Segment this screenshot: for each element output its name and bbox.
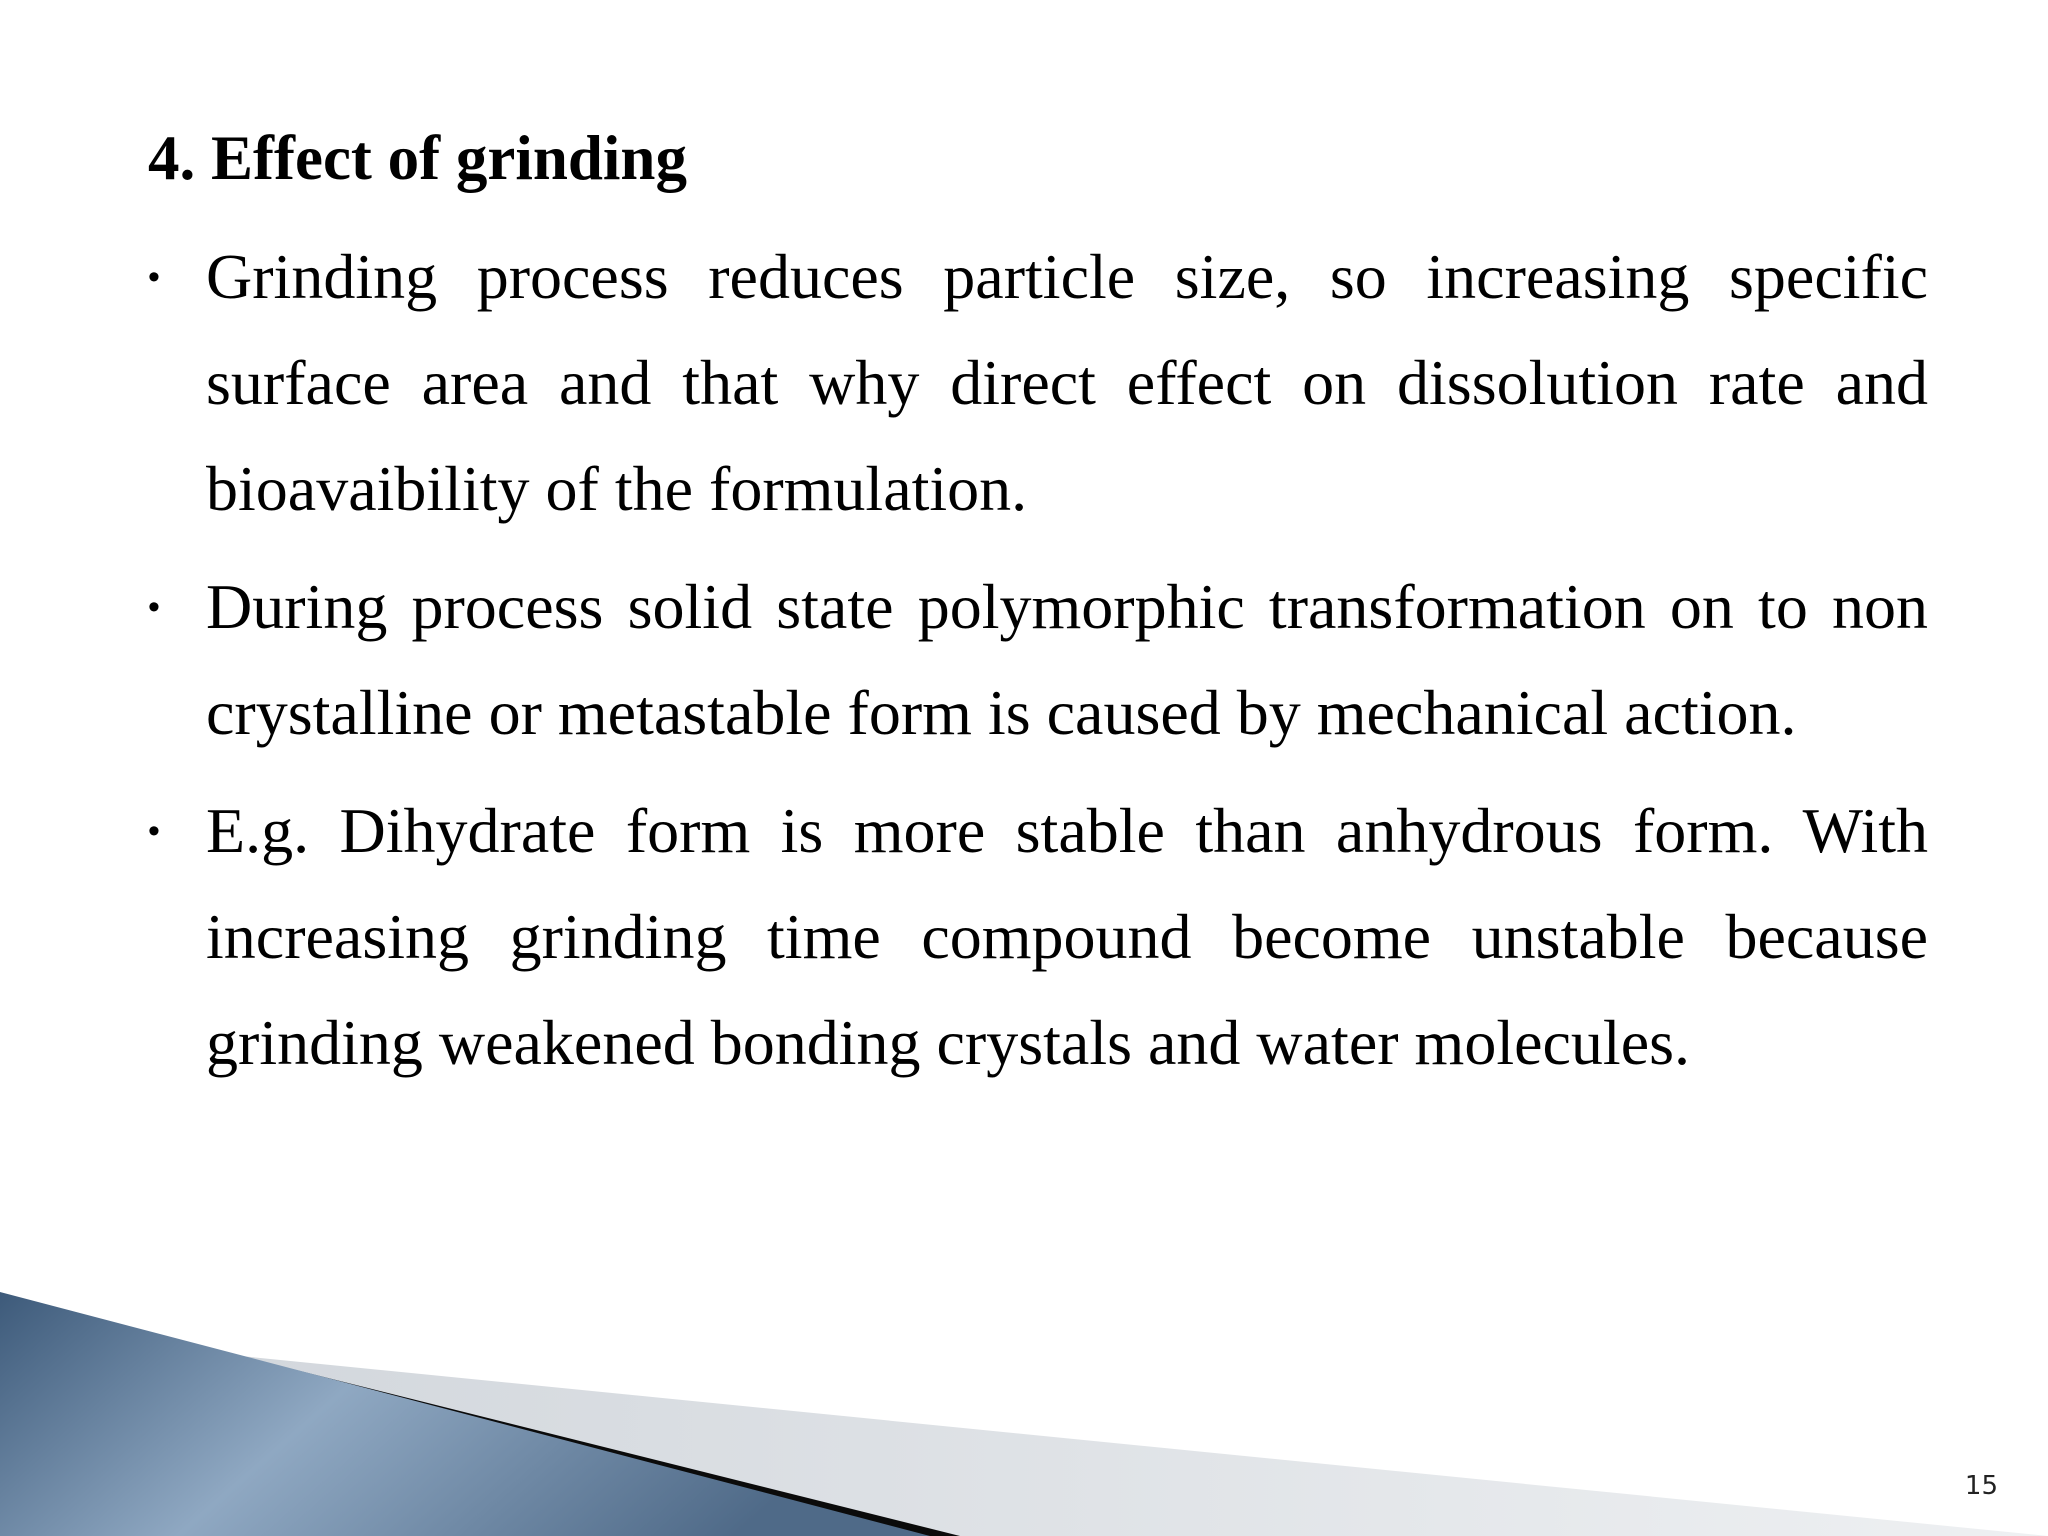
bullet-dot-icon: •	[148, 588, 160, 626]
bullet-dot-icon: •	[148, 812, 160, 850]
list-item	[148, 554, 1928, 766]
list-item	[148, 778, 1928, 1096]
bullet-dot-icon: •	[148, 258, 160, 296]
page-number: 15	[1964, 1471, 1998, 1501]
list-item	[148, 224, 1928, 542]
bullet-text: E.g. Dihydrate form is more stable than anhydrous form. With increasing grinding time compound become unstable because grinding weakened bonding crystals and water molecules.	[206, 795, 1928, 1078]
bullet-text: During process solid state polymorphic transformation on to non crystalline or metastable form is caused by mechanical action.	[206, 571, 1928, 748]
slide-heading: 4. Effect of grinding	[148, 123, 687, 193]
bullet-text: Grinding process reduces particle size, so increasing specific surface area and that why direct effect on dissolution rate and bioavaibility of the formulation.	[206, 241, 1928, 524]
bullet-list	[148, 224, 1928, 1096]
